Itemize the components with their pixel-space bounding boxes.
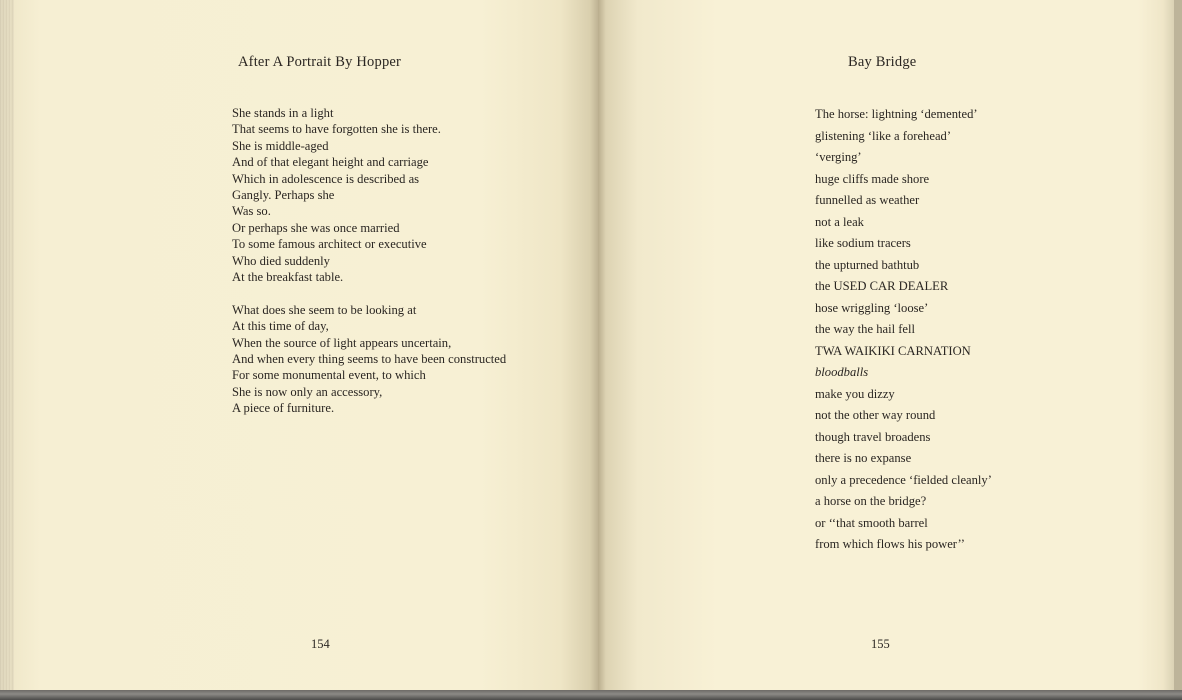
poem-line: the way the hail fell [815, 322, 916, 336]
poem-line: A piece of furniture. [232, 401, 335, 416]
poem-line: She is now only an accessory, [232, 384, 383, 399]
poem-line: not a leak [815, 214, 864, 229]
poem-line: And when every thing seems to have been constructed [232, 352, 507, 367]
poem-line: At this time of day, [232, 319, 329, 334]
poem-body [232, 105, 506, 417]
page-number: 154 [311, 637, 330, 651]
poem-line: TWA WAIKIKI CARNATION [815, 343, 971, 358]
poem-line: At the breakfast table. [232, 270, 344, 285]
poem-line: from which flows his power’’ [815, 537, 965, 551]
poem-line: funnelled as weather [815, 193, 920, 207]
poem-line: What does she seem to be looking at [232, 302, 417, 317]
poem-line: the USED CAR DEALER [815, 279, 949, 293]
poem-line: The horse: lightning ‘demented’ [815, 107, 978, 121]
poem-line: Gangly. Perhaps she [232, 188, 335, 203]
poem-body [815, 104, 992, 556]
poem-line: She is middle-aged [232, 138, 329, 153]
page-number: 155 [871, 637, 890, 651]
poem-line: Who died suddenly [232, 253, 330, 268]
poem-line: not the other way round [815, 408, 936, 422]
poem-title: After A Portrait By Hopper [238, 54, 402, 70]
poem-line: And of that elegant height and carriage [232, 155, 429, 170]
poem-line: there is no expanse [815, 451, 912, 465]
poem-line: That seems to have forgotten she is there. [232, 122, 441, 137]
poem-title: Bay Bridge [848, 54, 917, 70]
poem-line-italic: bloodballs [815, 365, 869, 379]
poem-line: When the source of light appears uncertain, [232, 335, 452, 350]
poem-line: Which in adolescence is described as [232, 171, 420, 186]
poem-line: glistening ‘like a forehead’ [815, 128, 952, 143]
poem-line: Was so. [232, 204, 271, 219]
poem-line: like sodium tracers [815, 236, 911, 250]
poem-line: ‘verging’ [815, 150, 862, 164]
poem-line: only a precedence ‘fielded cleanly’ [815, 472, 992, 487]
poem-line: Or perhaps she was once married [232, 220, 400, 235]
poem-line: the upturned bathtub [815, 257, 920, 272]
stanza-break [232, 285, 506, 301]
poem-line: or ‘‘that smooth barrel [815, 515, 928, 530]
poem-line: huge cliffs made shore [815, 171, 930, 186]
poem-line: make you dizzy [815, 386, 895, 401]
poem-line: a horse on the bridge? [815, 494, 927, 508]
page-edges [0, 0, 14, 692]
poem-line: For some monumental event, to which [232, 368, 426, 383]
poem-line: She stands in a light [232, 106, 334, 120]
poem-line: though travel broadens [815, 429, 931, 444]
book-cover-bottom [0, 690, 1182, 700]
right-page [598, 0, 1176, 692]
poem-line: To some famous architect or executive [232, 237, 427, 252]
cover-edge [1174, 0, 1182, 700]
poem-line: hose wriggling ‘loose’ [815, 300, 929, 315]
